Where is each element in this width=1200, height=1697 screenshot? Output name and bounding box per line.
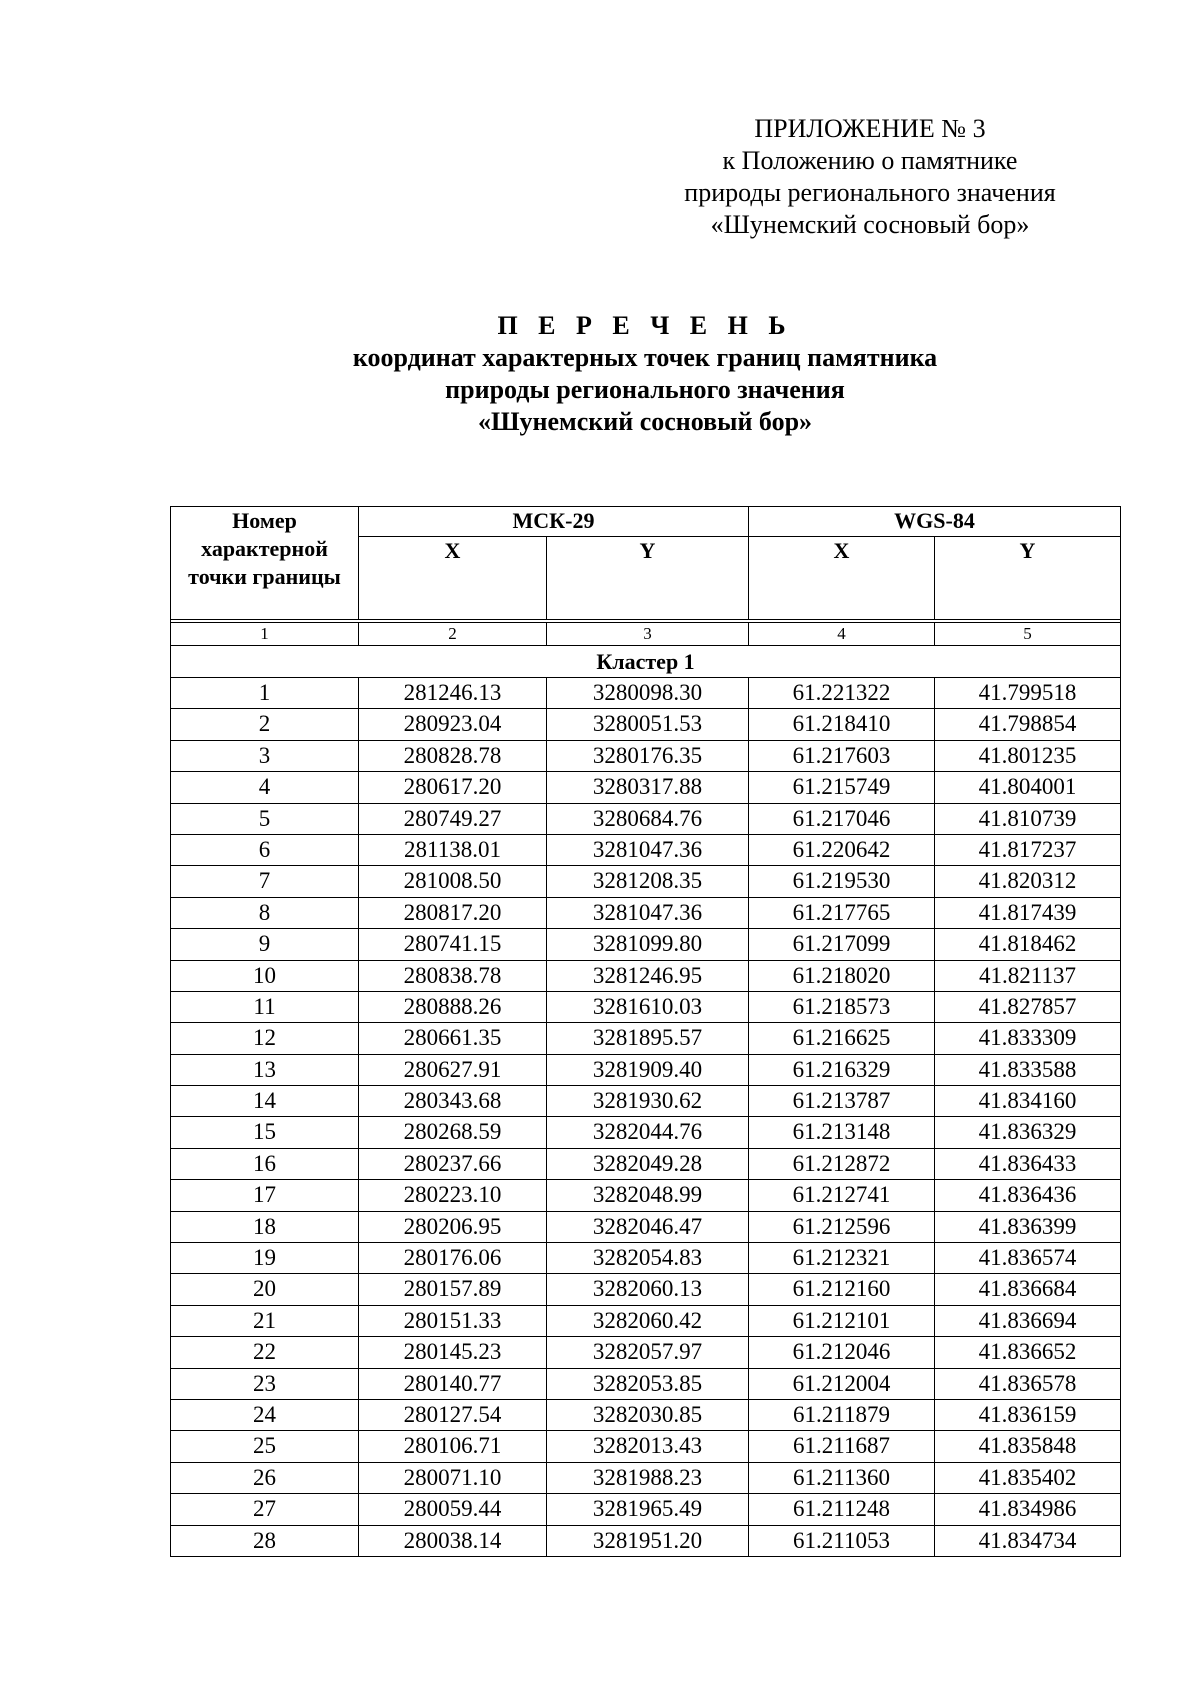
msk-y-cell: 3281047.36 — [547, 834, 749, 865]
wgs-x-cell: 61.212046 — [749, 1337, 935, 1368]
msk-x-cell: 281138.01 — [359, 834, 547, 865]
msk-x-cell: 280749.27 — [359, 803, 547, 834]
wgs-x-cell: 61.212872 — [749, 1148, 935, 1179]
msk-x-cell: 280828.78 — [359, 740, 547, 771]
table-row — [171, 1243, 1121, 1274]
table-row — [171, 1211, 1121, 1242]
wgs-x-cell: 61.211360 — [749, 1462, 935, 1493]
msk-y-cell: 3281951.20 — [547, 1525, 749, 1556]
msk-x-cell: 280237.66 — [359, 1148, 547, 1179]
header-wgs-x: X — [749, 537, 935, 620]
point-number-cell: 18 — [171, 1211, 359, 1242]
table-row — [171, 740, 1121, 771]
point-number-cell: 19 — [171, 1243, 359, 1274]
wgs-x-cell: 61.218020 — [749, 960, 935, 991]
appendix-reference: к Положению о памятнике — [722, 146, 1018, 175]
point-number-cell: 6 — [171, 834, 359, 865]
title-subtitle-line1: координат характерных точек границ памятника — [352, 343, 938, 372]
wgs-x-cell: 61.213148 — [749, 1117, 935, 1148]
header-point-number: Номер характерной точки границы — [171, 507, 359, 620]
wgs-y-cell: 41.834986 — [935, 1494, 1121, 1525]
msk-y-cell: 3280176.35 — [547, 740, 749, 771]
table-row — [171, 1023, 1121, 1054]
point-number-cell: 4 — [171, 772, 359, 803]
wgs-y-cell: 41.836684 — [935, 1274, 1121, 1305]
table-row — [171, 1525, 1121, 1556]
wgs-y-cell: 41.836433 — [935, 1148, 1121, 1179]
point-number-cell: 11 — [171, 991, 359, 1022]
wgs-y-cell: 41.821137 — [935, 960, 1121, 991]
document-title — [170, 310, 1120, 438]
point-number-cell: 13 — [171, 1054, 359, 1085]
wgs-x-cell: 61.221322 — [749, 678, 935, 709]
table-row — [171, 1117, 1121, 1148]
wgs-y-cell: 41.836652 — [935, 1337, 1121, 1368]
wgs-x-cell: 61.216625 — [749, 1023, 935, 1054]
msk-x-cell: 280145.23 — [359, 1337, 547, 1368]
wgs-x-cell: 61.218410 — [749, 709, 935, 740]
header-msk-x: X — [359, 537, 547, 620]
table-row — [171, 1148, 1121, 1179]
point-number-cell: 12 — [171, 1023, 359, 1054]
wgs-x-cell: 61.212101 — [749, 1305, 935, 1336]
msk-y-cell: 3282060.42 — [547, 1305, 749, 1336]
point-number-cell: 17 — [171, 1180, 359, 1211]
wgs-x-cell: 61.215749 — [749, 772, 935, 803]
msk-y-cell: 3281930.62 — [547, 1086, 749, 1117]
point-number-cell: 5 — [171, 803, 359, 834]
msk-y-cell: 3281099.80 — [547, 929, 749, 960]
msk-x-cell: 280059.44 — [359, 1494, 547, 1525]
msk-x-cell: 281008.50 — [359, 866, 547, 897]
wgs-y-cell: 41.833588 — [935, 1054, 1121, 1085]
appendix-reference-line2: природы регионального значения — [684, 178, 1056, 207]
wgs-x-cell: 61.219530 — [749, 866, 935, 897]
point-number-cell: 26 — [171, 1462, 359, 1493]
msk-y-cell: 3282046.47 — [547, 1211, 749, 1242]
table-row — [171, 772, 1121, 803]
wgs-x-cell: 61.217765 — [749, 897, 935, 928]
wgs-y-cell: 41.836436 — [935, 1180, 1121, 1211]
table-row — [171, 834, 1121, 865]
appendix-number: ПРИЛОЖЕНИЕ № 3 — [754, 114, 986, 143]
column-numbers-row — [171, 623, 1121, 646]
msk-y-cell: 3282057.97 — [547, 1337, 749, 1368]
msk-x-cell: 280627.91 — [359, 1054, 547, 1085]
msk-x-cell: 280151.33 — [359, 1305, 547, 1336]
point-number-cell: 22 — [171, 1337, 359, 1368]
point-number-cell: 23 — [171, 1368, 359, 1399]
msk-x-cell: 280206.95 — [359, 1211, 547, 1242]
wgs-y-cell: 41.836159 — [935, 1399, 1121, 1430]
point-number-cell: 7 — [171, 866, 359, 897]
msk-y-cell: 3281988.23 — [547, 1462, 749, 1493]
table-row — [171, 678, 1121, 709]
point-number-cell: 16 — [171, 1148, 359, 1179]
wgs-y-cell: 41.836329 — [935, 1117, 1121, 1148]
point-number-cell: 9 — [171, 929, 359, 960]
msk-y-cell: 3282049.28 — [547, 1148, 749, 1179]
column-number: 1 — [171, 623, 359, 646]
msk-y-cell: 3280317.88 — [547, 772, 749, 803]
appendix-reference-line3: «Шунемский сосновый бор» — [710, 210, 1030, 239]
table-row — [171, 1274, 1121, 1305]
wgs-x-cell: 61.212321 — [749, 1243, 935, 1274]
msk-x-cell: 280817.20 — [359, 897, 547, 928]
msk-x-cell: 280923.04 — [359, 709, 547, 740]
msk-y-cell: 3282054.83 — [547, 1243, 749, 1274]
table-row — [171, 1462, 1121, 1493]
msk-y-cell: 3281895.57 — [547, 1023, 749, 1054]
point-number-cell: 1 — [171, 678, 359, 709]
msk-x-cell: 280157.89 — [359, 1274, 547, 1305]
msk-y-cell: 3282013.43 — [547, 1431, 749, 1462]
table-row — [171, 929, 1121, 960]
msk-x-cell: 280268.59 — [359, 1117, 547, 1148]
wgs-x-cell: 61.213787 — [749, 1086, 935, 1117]
wgs-y-cell: 41.817439 — [935, 897, 1121, 928]
header-wgs-y: Y — [935, 537, 1121, 620]
wgs-y-cell: 41.836578 — [935, 1368, 1121, 1399]
table-row — [171, 866, 1121, 897]
table-row — [171, 897, 1121, 928]
table-row — [171, 709, 1121, 740]
wgs-y-cell: 41.810739 — [935, 803, 1121, 834]
wgs-x-cell: 61.211879 — [749, 1399, 935, 1430]
table-row — [171, 1054, 1121, 1085]
wgs-x-cell: 61.212596 — [749, 1211, 935, 1242]
point-number-cell: 24 — [171, 1399, 359, 1430]
msk-y-cell: 3281208.35 — [547, 866, 749, 897]
table-row — [171, 803, 1121, 834]
wgs-y-cell: 41.836694 — [935, 1305, 1121, 1336]
msk-x-cell: 280140.77 — [359, 1368, 547, 1399]
wgs-y-cell: 41.801235 — [935, 740, 1121, 771]
wgs-y-cell: 41.835402 — [935, 1462, 1121, 1493]
table-row — [171, 1337, 1121, 1368]
table-row — [171, 960, 1121, 991]
point-number-cell: 21 — [171, 1305, 359, 1336]
point-number-cell: 10 — [171, 960, 359, 991]
msk-y-cell: 3281246.95 — [547, 960, 749, 991]
wgs-x-cell: 61.212741 — [749, 1180, 935, 1211]
wgs-y-cell: 41.835848 — [935, 1431, 1121, 1462]
msk-x-cell: 280617.20 — [359, 772, 547, 803]
column-number: 2 — [359, 623, 547, 646]
table-row — [171, 1368, 1121, 1399]
title-subtitle-line2: природы регионального значения — [445, 375, 845, 404]
table-row — [171, 991, 1121, 1022]
wgs-x-cell: 61.217046 — [749, 803, 935, 834]
point-number-cell: 27 — [171, 1494, 359, 1525]
wgs-y-cell: 41.799518 — [935, 678, 1121, 709]
table-row — [171, 1399, 1121, 1430]
msk-y-cell: 3281909.40 — [547, 1054, 749, 1085]
msk-y-cell: 3280098.30 — [547, 678, 749, 709]
wgs-x-cell: 61.217099 — [749, 929, 935, 960]
wgs-y-cell: 41.804001 — [935, 772, 1121, 803]
wgs-x-cell: 61.218573 — [749, 991, 935, 1022]
wgs-y-cell: 41.818462 — [935, 929, 1121, 960]
msk-y-cell: 3282048.99 — [547, 1180, 749, 1211]
msk-y-cell: 3282030.85 — [547, 1399, 749, 1430]
cluster-row — [171, 646, 1121, 678]
msk-x-cell: 280888.26 — [359, 991, 547, 1022]
msk-x-cell: 280106.71 — [359, 1431, 547, 1462]
msk-x-cell: 280071.10 — [359, 1462, 547, 1493]
wgs-x-cell: 61.216329 — [749, 1054, 935, 1085]
point-number-cell: 8 — [171, 897, 359, 928]
title-subtitle-line3: «Шунемский сосновый бор» — [477, 407, 813, 436]
wgs-x-cell: 61.220642 — [749, 834, 935, 865]
appendix-heading — [655, 113, 1085, 241]
msk-y-cell: 3282060.13 — [547, 1274, 749, 1305]
msk-x-cell: 280343.68 — [359, 1086, 547, 1117]
wgs-y-cell: 41.827857 — [935, 991, 1121, 1022]
point-number-cell: 3 — [171, 740, 359, 771]
wgs-y-cell: 41.817237 — [935, 834, 1121, 865]
point-number-cell: 14 — [171, 1086, 359, 1117]
msk-x-cell: 280127.54 — [359, 1399, 547, 1430]
msk-x-cell: 280223.10 — [359, 1180, 547, 1211]
header-msk29: МСК-29 — [359, 507, 749, 537]
wgs-x-cell: 61.217603 — [749, 740, 935, 771]
header-wgs84: WGS-84 — [749, 507, 1121, 537]
table-row — [171, 1086, 1121, 1117]
msk-x-cell: 281246.13 — [359, 678, 547, 709]
cluster-label: Кластер 1 — [171, 646, 1121, 678]
column-number: 5 — [935, 623, 1121, 646]
wgs-y-cell: 41.836574 — [935, 1243, 1121, 1274]
wgs-y-cell: 41.798854 — [935, 709, 1121, 740]
msk-y-cell: 3282053.85 — [547, 1368, 749, 1399]
msk-y-cell: 3282044.76 — [547, 1117, 749, 1148]
table-row — [171, 1431, 1121, 1462]
wgs-x-cell: 61.212160 — [749, 1274, 935, 1305]
table-row — [171, 1180, 1121, 1211]
msk-y-cell: 3280684.76 — [547, 803, 749, 834]
wgs-y-cell: 41.836399 — [935, 1211, 1121, 1242]
table-row — [171, 1494, 1121, 1525]
wgs-x-cell: 61.211687 — [749, 1431, 935, 1462]
msk-y-cell: 3281047.36 — [547, 897, 749, 928]
title-perechen: П Е Р Е Ч Е Н Ь — [497, 311, 793, 340]
header-msk-y: Y — [547, 537, 749, 620]
msk-x-cell: 280838.78 — [359, 960, 547, 991]
point-number-cell: 20 — [171, 1274, 359, 1305]
wgs-x-cell: 61.211053 — [749, 1525, 935, 1556]
msk-y-cell: 3281610.03 — [547, 991, 749, 1022]
msk-y-cell: 3280051.53 — [547, 709, 749, 740]
wgs-y-cell: 41.833309 — [935, 1023, 1121, 1054]
msk-y-cell: 3281965.49 — [547, 1494, 749, 1525]
msk-x-cell: 280176.06 — [359, 1243, 547, 1274]
wgs-y-cell: 41.820312 — [935, 866, 1121, 897]
msk-x-cell: 280741.15 — [359, 929, 547, 960]
msk-x-cell: 280038.14 — [359, 1525, 547, 1556]
coordinates-table — [170, 506, 1121, 1557]
wgs-y-cell: 41.834160 — [935, 1086, 1121, 1117]
point-number-cell: 28 — [171, 1525, 359, 1556]
point-number-cell: 2 — [171, 709, 359, 740]
table-row — [171, 1305, 1121, 1336]
wgs-x-cell: 61.211248 — [749, 1494, 935, 1525]
msk-x-cell: 280661.35 — [359, 1023, 547, 1054]
wgs-x-cell: 61.212004 — [749, 1368, 935, 1399]
column-number: 3 — [547, 623, 749, 646]
wgs-y-cell: 41.834734 — [935, 1525, 1121, 1556]
point-number-cell: 15 — [171, 1117, 359, 1148]
point-number-cell: 25 — [171, 1431, 359, 1462]
column-number: 4 — [749, 623, 935, 646]
